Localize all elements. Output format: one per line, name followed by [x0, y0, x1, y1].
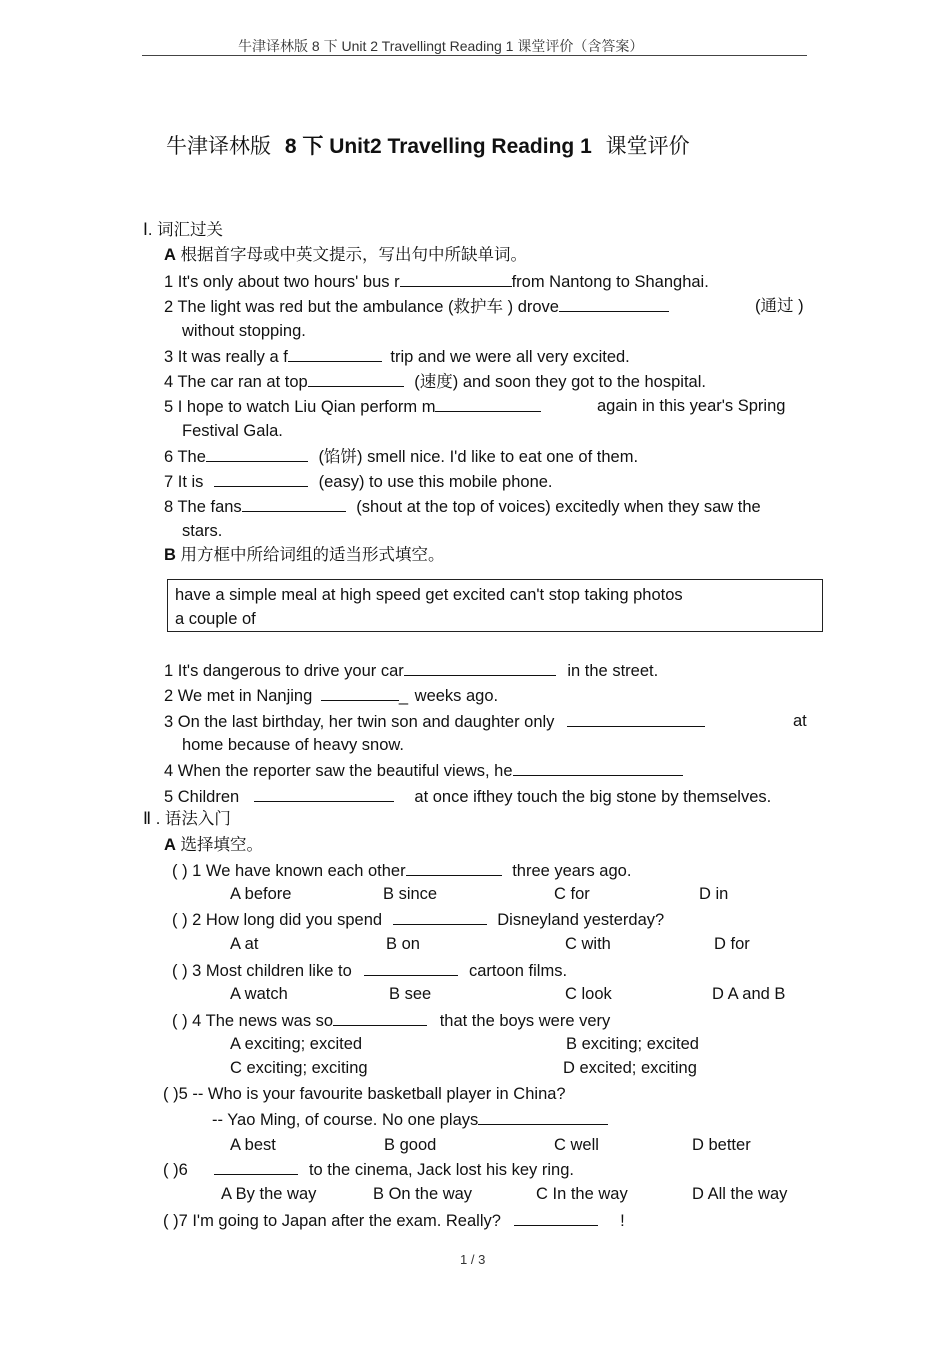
question-text: weeks ago. — [414, 687, 499, 705]
mc-question-7 — [163, 1210, 625, 1231]
phrase-question-4 — [164, 760, 683, 781]
mc-option[interactable]: C exciting; exciting — [230, 1059, 368, 1077]
mc-option[interactable]: B good — [384, 1136, 437, 1154]
section1-heading: Ⅰ. 词汇过关 — [143, 221, 224, 239]
answer-blank[interactable] — [206, 446, 308, 462]
vocab-question-8 — [164, 496, 761, 517]
title-bold: 8 下 Unit2 Travelling Reading 1 — [284, 135, 592, 158]
answer-blank[interactable] — [514, 1210, 598, 1226]
mc-option[interactable]: A before — [230, 885, 292, 903]
question-text: 7 It is — [164, 473, 204, 491]
phrase-box-line1: have a simple meal at high speed get excited can't stop taking photos — [175, 586, 683, 604]
mc-question-6 — [163, 1159, 574, 1180]
vocab-question-2-cont: without stopping. — [182, 322, 306, 340]
answer-blank[interactable] — [321, 685, 399, 701]
question-text: (速度) and soon they got to the hospital. — [414, 373, 706, 391]
question-text: 2 The light was red but the ambulance (救护车 ) drove — [164, 298, 559, 316]
answer-blank[interactable] — [242, 496, 346, 512]
question-text: (馅饼) smell nice. I'd like to eat one of them. — [318, 448, 639, 466]
mc-question-5-reply — [212, 1109, 608, 1130]
mc-option[interactable]: C well — [554, 1136, 599, 1154]
vocab-question-2 — [164, 296, 669, 317]
answer-blank[interactable] — [478, 1109, 608, 1125]
phrase-question-3-cont: home because of heavy snow. — [182, 736, 404, 754]
question-text: ! — [620, 1212, 625, 1230]
mc-option[interactable]: A best — [230, 1136, 276, 1154]
answer-blank[interactable] — [513, 760, 683, 776]
part-label: A — [164, 836, 176, 854]
phrase-question-3-tail: at — [793, 712, 807, 730]
vocab-question-8-cont: stars. — [182, 522, 223, 540]
vocab-question-5-cont: Festival Gala. — [182, 422, 283, 440]
question-text: trip and we were all very excited. — [390, 348, 630, 366]
question-text: 3 On the last birthday, her twin son and daughter only — [164, 713, 555, 731]
page-title — [166, 130, 690, 160]
header-rule — [142, 55, 807, 56]
answer-paren[interactable]: ( ) — [163, 1161, 179, 1179]
mc-option[interactable]: C with — [565, 935, 611, 953]
question-text: from Nantong to Shanghai. — [511, 273, 709, 291]
part-label: A — [164, 246, 176, 264]
mc-option[interactable]: B see — [389, 985, 432, 1003]
mc-question-2 — [172, 909, 664, 930]
answer-blank[interactable] — [308, 371, 404, 387]
question-text: (shout at the top of voices) excitedly when they saw the — [356, 498, 761, 516]
question-text: 1 We have known each other — [192, 862, 406, 880]
answer-paren[interactable]: ( ) — [172, 911, 188, 929]
phrase-question-1 — [164, 660, 658, 681]
mc-option[interactable]: C for — [554, 885, 590, 903]
vocab-question-4 — [164, 371, 706, 392]
vocab-question-7 — [164, 471, 553, 492]
question-text: 5 I hope to watch Liu Qian perform m — [164, 398, 436, 416]
running-header: 牛津译林版 8 下 Unit 2 Travellingt Reading 1 课堂评价（含答案） — [238, 38, 644, 54]
answer-blank[interactable] — [435, 396, 541, 412]
question-text: 1 It's only about two hours' bus r — [164, 273, 400, 291]
instruction-text: 用方框中所给词组的适当形式填空。 — [180, 546, 445, 564]
section1-partB-instruction — [164, 545, 445, 565]
vocab-question-3 — [164, 346, 630, 367]
answer-blank[interactable] — [214, 1159, 298, 1175]
question-text: three years ago. — [512, 862, 632, 880]
title-suffix: 课堂评价 — [605, 135, 690, 158]
answer-blank[interactable] — [393, 909, 487, 925]
answer-paren[interactable]: ( ) — [172, 962, 188, 980]
mc-option[interactable]: D excited; exciting — [563, 1059, 697, 1077]
mc-option[interactable]: B on — [386, 935, 420, 953]
instruction-text: 选择填空。 — [180, 836, 264, 854]
mc-option[interactable]: B exciting; excited — [566, 1035, 699, 1053]
mc-option[interactable]: C In the way — [536, 1185, 628, 1203]
question-text: that the boys were very — [439, 1012, 611, 1030]
question-text: 5 -- Who is your favourite basketball player in China? — [178, 1085, 566, 1103]
mc-option[interactable]: B On the way — [373, 1185, 473, 1203]
section1-partA-instruction — [164, 245, 527, 265]
answer-blank[interactable] — [406, 860, 502, 876]
mc-option[interactable]: D A and B — [712, 985, 786, 1003]
vocab-question-1 — [164, 271, 709, 292]
phrase-question-3 — [164, 711, 705, 732]
mc-option[interactable]: D for — [714, 935, 750, 953]
phrase-question-2 — [164, 685, 498, 706]
question-text: 3 It was really a f — [164, 348, 288, 366]
mc-option[interactable]: D in — [699, 885, 729, 903]
question-text: 2 We met in Nanjing — [164, 687, 313, 705]
question-text: Disneyland yesterday? — [497, 911, 665, 929]
vocab-question-6 — [164, 446, 638, 467]
mc-question-1 — [172, 860, 631, 881]
vocab-question-2-cue: (通过 ) — [755, 297, 804, 315]
question-text: (easy) to use this mobile phone. — [318, 473, 553, 491]
page-number: 1 / 3 — [460, 1252, 486, 1267]
question-text: 2 How long did you spend — [192, 911, 383, 929]
mc-option[interactable]: B since — [383, 885, 438, 903]
question-text: 7 I'm going to Japan after the exam. Really? — [178, 1212, 501, 1230]
answer-blank[interactable] — [288, 346, 382, 362]
answer-blank[interactable] — [559, 296, 669, 312]
title-prefix: 牛津译林版 — [166, 135, 271, 158]
mc-option[interactable]: C look — [565, 985, 612, 1003]
mc-question-4 — [172, 1010, 610, 1031]
section2-heading: Ⅱ . 语法入门 — [143, 810, 231, 828]
mc-option[interactable]: A watch — [230, 985, 288, 1003]
question-text: cartoon films. — [468, 962, 568, 980]
answer-blank[interactable] — [400, 271, 512, 287]
answer-paren[interactable]: ( ) — [163, 1212, 179, 1230]
section2-partA-instruction — [164, 835, 263, 855]
mc-option[interactable]: A exciting; excited — [230, 1035, 363, 1053]
mc-option[interactable]: D All the way — [692, 1185, 788, 1203]
mc-option[interactable]: D better — [692, 1136, 751, 1154]
answer-blank[interactable] — [404, 660, 556, 676]
answer-blank[interactable] — [254, 786, 394, 802]
blank-mark: _ — [398, 687, 409, 705]
mc-question-3 — [172, 960, 567, 981]
answer-blank[interactable] — [333, 1010, 427, 1026]
question-text: 6 — [178, 1161, 188, 1179]
question-text: at once ifthey touch the big stone by themselves. — [414, 788, 772, 806]
question-text: to the cinema, Jack lost his key ring. — [308, 1161, 574, 1179]
question-text: 8 The fans — [164, 498, 242, 516]
vocab-question-5 — [164, 396, 541, 417]
instruction-text: 根据首字母或中英文提示，写出句中所缺单词。 — [180, 246, 528, 264]
question-text: 4 When the reporter saw the beautiful views, he — [164, 762, 513, 780]
phrase-question-5 — [164, 786, 771, 807]
mc-option[interactable]: A at — [230, 935, 259, 953]
question-text: 4 The news was so — [192, 1012, 334, 1030]
question-text: 5 Children — [164, 788, 240, 806]
vocab-question-5-tail: again in this year's Spring — [597, 397, 786, 415]
answer-paren[interactable]: ( ) — [172, 862, 188, 880]
answer-paren[interactable]: ( ) — [172, 1012, 188, 1030]
question-text: 4 The car ran at top — [164, 373, 308, 391]
answer-paren[interactable]: ( ) — [163, 1085, 179, 1103]
question-text: 3 Most children like to — [192, 962, 352, 980]
part-label: B — [164, 546, 176, 564]
question-text: -- Yao Ming, of course. No one plays — [212, 1111, 479, 1129]
answer-blank[interactable] — [364, 960, 458, 976]
mc-question-5 — [163, 1084, 566, 1104]
question-text: in the street. — [567, 662, 659, 680]
mc-option[interactable]: A By the way — [221, 1185, 317, 1203]
question-text: 1 It's dangerous to drive your car — [164, 662, 404, 680]
phrase-box-line2: a couple of — [175, 610, 256, 628]
answer-blank[interactable] — [214, 471, 308, 487]
answer-blank[interactable] — [567, 711, 705, 727]
question-text: 6 The — [164, 448, 206, 466]
